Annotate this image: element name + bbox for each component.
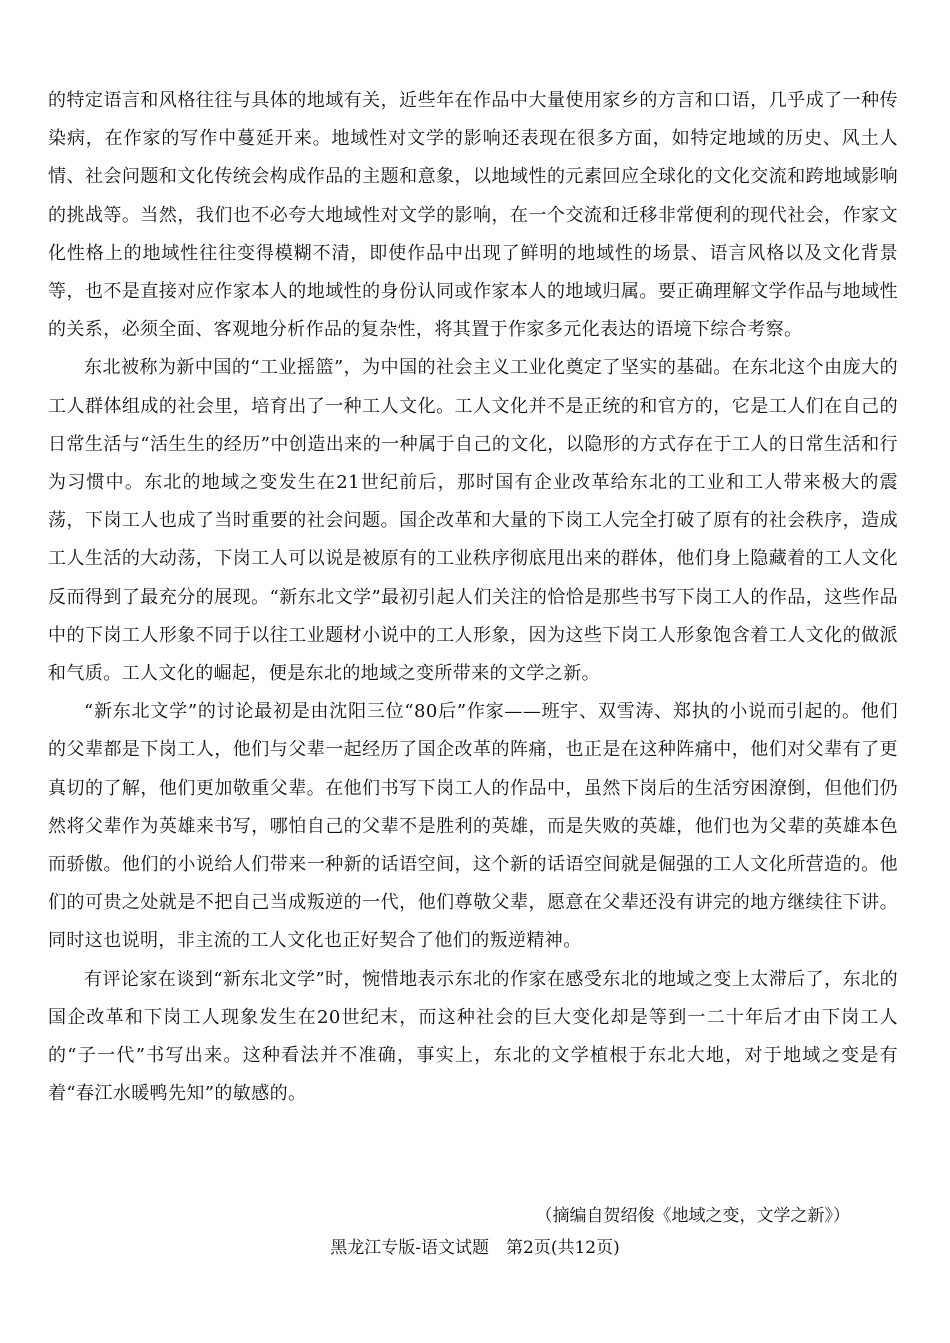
source-citation: （摘编自贺绍俊《地域之变，文学之新》） [535, 1206, 850, 1226]
paragraph-3: “新东北文学”的讨论最初是由沈阳三位“80后”作家——班宇、双雪涛、郑执的小说而引起的。他们的父辈都是下岗工人，他们与父辈一起经历了国企改革的阵痛，也正是在这种阵痛中，他们对父辈有了更真切的了解，他们更加敬重父辈。在他们书写下岗工人的作品中，虽然下岗后的生活穷困潦倒，但他们仍然将父辈作为英雄来书写，哪怕自己的父辈不是胜利的英雄，而是失败的英雄，他们也为父辈的英雄本色而骄傲。他们的小说给人们带来一种新的话语空间，这个新的话语空间就是倔强的工人文化所营造的。他们的可贵之处就是不把自己当成叛逆的一代，他们尊敬父辈，愿意在父辈还没有讲完的地方继续往下讲。同时这也说明，非主流的工人文化也正好契合了他们的叛逆精神。 [48, 701, 898, 952]
page-footer: 黑龙江专版-语文试题 第2页(共12页) [330, 1238, 620, 1258]
article-body [48, 82, 898, 1113]
paragraph-4: 有评论家在谈到“新东北文学”时，惋惜地表示东北的作家在感受东北的地域之变上太滞后了，东北的国企改革和下岗工人现象发生在20世纪末，而这种社会的巨大变化却是等到一二十年后才由下岗工人的“子一代”书写出来。这种看法并不准确，事实上，东北的文学植根于东北大地，对于地域之变是有着“春江水暖鸭先知”的敏感的。 [48, 968, 898, 1105]
paragraph-2: 东北被称为新中国的“工业摇篮”，为中国的社会主义工业化奠定了坚实的基础。在东北这个由庞大的工人群体组成的社会里，培育出了一种工人文化。工人文化并不是正统的和官方的，它是工人们在自己的日常生活与“活生生的经历”中创造出来的一种属于自己的文化，以隐形的方式存在于工人的日常生活和行为习惯中。东北的地域之变发生在21世纪前后，那时国有企业改革给东北的工业和工人带来极大的震荡，下岗工人也成了当时重要的社会问题。国企改革和大量的下岗工人完全打破了原有的社会秩序，造成工人生活的大动荡，下岗工人可以说是被原有的工业秩序彻底甩出来的群体，他们身上隐藏着的工人文化反而得到了最充分的展现。“新东北文学”最初引起人们关注的恰恰是那些书写下岗工人的作品，这些作品中的下岗工人形象不同于以往工业题材小说中的工人形象，因为这些下岗工人形象饱含着工人文化的做派和气质。工人文化的崛起，便是东北的地域之变所带来的文学之新。 [48, 357, 898, 685]
paragraph-1: 的特定语言和风格往往与具体的地域有关，近些年在作品中大量使用家乡的方言和口语，几乎成了一种传染病，在作家的写作中蔓延开来。地域性对文学的影响还表现在很多方面，如特定地域的历史、风土人情、社会问题和文化传统会构成作品的主题和意象，以地域性的元素回应全球化的文化交流和跨地域影响的挑战等。当然，我们也不必夸大地域性对文学的影响，在一个交流和迁移非常便利的现代社会，作家文化性格上的地域性往往变得模糊不清，即使作品中出现了鲜明的地域性的场景、语言风格以及文化背景等，也不是直接对应作家本人的地域性的身份认同或作家本人的地域归属。要正确理解文学作品与地域性的关系，必须全面、客观地分析作品的复杂性，将其置于作家多元化表达的语境下综合考察。 [48, 90, 898, 341]
